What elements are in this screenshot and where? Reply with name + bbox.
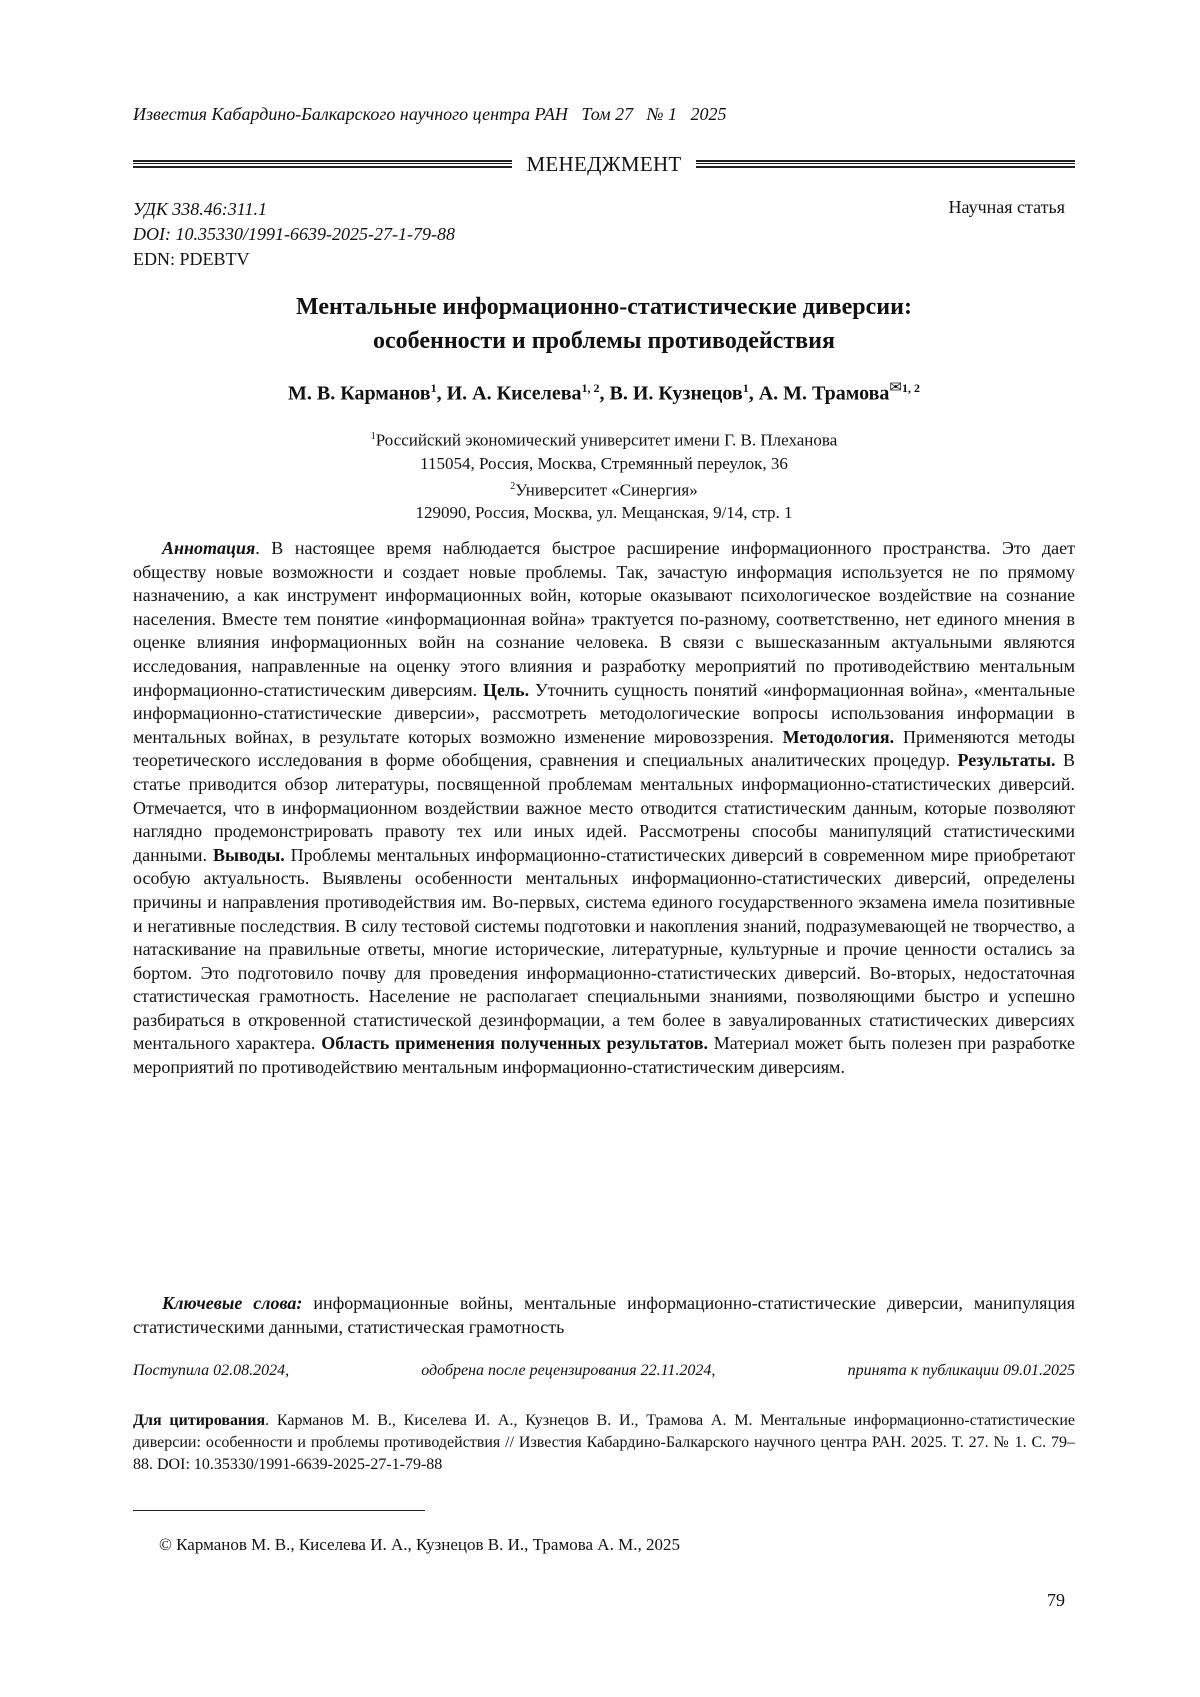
accepted-date: принята к публикации 09.01.2025 — [847, 1362, 1075, 1379]
footnote-rule — [133, 1510, 425, 1511]
affiliation-1-text: Российский экономический университет имени Г. В. Плеханова — [375, 430, 838, 450]
affiliation-2-mark: 2 — [510, 480, 516, 492]
udk: УДК 338.46:311.1 — [133, 199, 267, 219]
article-title — [133, 290, 1075, 358]
authors — [133, 378, 1075, 406]
affiliation-1-mark: 1 — [370, 431, 376, 442]
keywords-text: информационные войны, ментальные информационно-статистические диверсии, манипуляция статистическими данными, статистическая грамотность — [133, 1293, 1075, 1337]
abstract-text: Уточнить сущность понятий «информационная война», «ментальные информационно-статистические диверсии», рассмотреть методологические вопросы использования информации в ментальных войнах, в результате которых возможно изменение мировоззрения. — [133, 679, 1075, 747]
abstract-text: Применяются методы теоретического исследования в форме обобщения, сравнения и специальных аналитических процедур. — [133, 726, 1076, 771]
affiliation-2-text: Университет «Синергия» — [515, 480, 698, 500]
abstract-text: Проблемы ментальных информационно-статистических диверсий в современном мире приобретают особую актуальность. Выявлены особенности ментальных информационно-статистических диверсий, определены причины и направления противодействия им. Во-первых, система единого государственного экзамена имела позитивные и негативные последствия. В силу тестовой системы подготовки и накопления знаний, подразумевающей не творчество, а натаскивание на правильные ответы, многие исторические, литературные, культурные и прочие ценности остались за бортом. Это подготовило почву для проведения информационно-статистических диверсий. Во-вторых, недостаточная статистическая грамотность. Население не располагает специальными знаниями, позволяющими быстро и успешно разбираться в откровенной статистической дезинформации, а тем более в завуалированных статистических диверсиях ментального характера. — [133, 844, 1075, 1054]
author-separator: , — [436, 382, 447, 405]
title-line-2: особенности и проблемы противодействия — [373, 328, 835, 354]
abstract-label: Аннотация — [162, 538, 256, 558]
doi: DOI: 10.35330/1991-6639-2025-27-1-79-88 — [133, 224, 455, 244]
section-rule-right — [696, 160, 1075, 168]
abstract-goal-label: Цель. — [482, 679, 530, 700]
abstract — [133, 537, 1075, 1080]
author-4: А. М. Трамова — [758, 382, 890, 405]
author-3-affil: 1 — [742, 381, 749, 395]
affiliation-2-name — [133, 475, 1075, 502]
affiliation-1-address: 115054, Россия, Москва, Стремянный переулок, 36 — [420, 453, 788, 473]
abstract-text: Материал может быть полезен при разработке мероприятий по противодействию ментальным информационно-статистическим диверсиям. — [133, 1033, 1076, 1078]
article-meta — [133, 197, 455, 272]
article-page — [133, 0, 1075, 1697]
section-title: МЕНЕДЖМЕНТ — [526, 151, 682, 176]
article-type: Научная статья — [948, 197, 1065, 217]
author-1: М. В. Карманов — [288, 382, 431, 405]
citation-label: Для цитирования — [133, 1412, 266, 1429]
citation-text: . Карманов М. В., Киселева И. А., Кузнецов В. И., Трамова А. М. Ментальные информационно-статистические диверсии: особенности и проблемы противодействия // Известия Кабардино-Балкарского научного центра РАН. 2025. Т. 27. № 1. С. 79–88. DOI: 10.35330/1991-6639-2025-27-1-79-88 — [133, 1412, 1075, 1473]
affiliations — [133, 425, 1075, 524]
page-number: 79 — [1047, 1590, 1065, 1610]
author-2: И. А. Киселева — [446, 382, 582, 405]
copyright: © Карманов М. В., Киселева И. А., Кузнецов В. И., Трамова А. М., 2025 — [159, 1535, 680, 1554]
author-4-affil-num: 1, 2 — [901, 381, 920, 395]
section-rule-left — [133, 160, 512, 168]
affiliation-1-name — [133, 425, 1075, 452]
citation — [133, 1410, 1075, 1476]
keywords-label: Ключевые слова: — [162, 1293, 303, 1313]
approved-date: одобрена после рецензирования 22.11.2024, — [421, 1362, 716, 1379]
abstract-conclusions-label: Выводы. — [212, 844, 285, 865]
abstract-scope-label: Область применения полученных результатов. — [321, 1033, 708, 1054]
keywords — [133, 1292, 1075, 1339]
author-separator: , — [599, 382, 610, 405]
section-bar — [133, 150, 1075, 178]
journal-header: Известия Кабардино-Балкарского научного центра РАН Том 27 № 1 2025 — [133, 104, 727, 124]
abstract-text: . В настоящее время наблюдается быстрое расширение информационного пространства. Это дает обществу новые возможности и создает новые проблемы. Так, зачастую информация используется не по прямому назначению, а как инструмент информационных войн, которые оказывают психологическое воздействие на сознание населения. Вместе тем понятие «информационная война» трактуется по-разному, соответственно, нет единого мнения в оценке влияния информационных войн на сознание человека. В связи с вышесказанным актуальными являются исследования, направленные на оценку этого влияния и разработку мероприятий по противодействию ментальным информационно-статистическим диверсиям. — [133, 538, 1075, 700]
author-2-affil: 1, 2 — [581, 381, 600, 395]
author-3: В. И. Кузнецов — [609, 382, 743, 405]
received-date: Поступила 02.08.2024, — [133, 1362, 290, 1379]
abstract-text: В статье приводится обзор литературы, посвященной проблемам ментальных информационно-статистических диверсий. Отмечается, что в информационном воздействии важное место отводится статистическим данным, которые позволяют наглядно продемонстрировать правоту тех или иных идей. Рассмотрены способы манипуляций статистическими данными. — [133, 750, 1075, 865]
title-line-1: Ментальные информационно-статистические диверсии: — [296, 294, 912, 320]
edn: EDN: PDEBTV — [133, 249, 250, 269]
author-separator: , — [748, 382, 759, 405]
author-1-affil: 1 — [430, 381, 437, 395]
author-4-affil — [889, 381, 920, 395]
affiliation-2-address: 129090, Россия, Москва, ул. Мещанская, 9/14, стр. 1 — [415, 503, 793, 523]
publication-dates — [133, 1362, 1075, 1380]
envelope-icon: ✉ — [889, 380, 902, 396]
abstract-results-label: Результаты. — [957, 750, 1056, 771]
abstract-method-label: Методология. — [782, 726, 895, 747]
